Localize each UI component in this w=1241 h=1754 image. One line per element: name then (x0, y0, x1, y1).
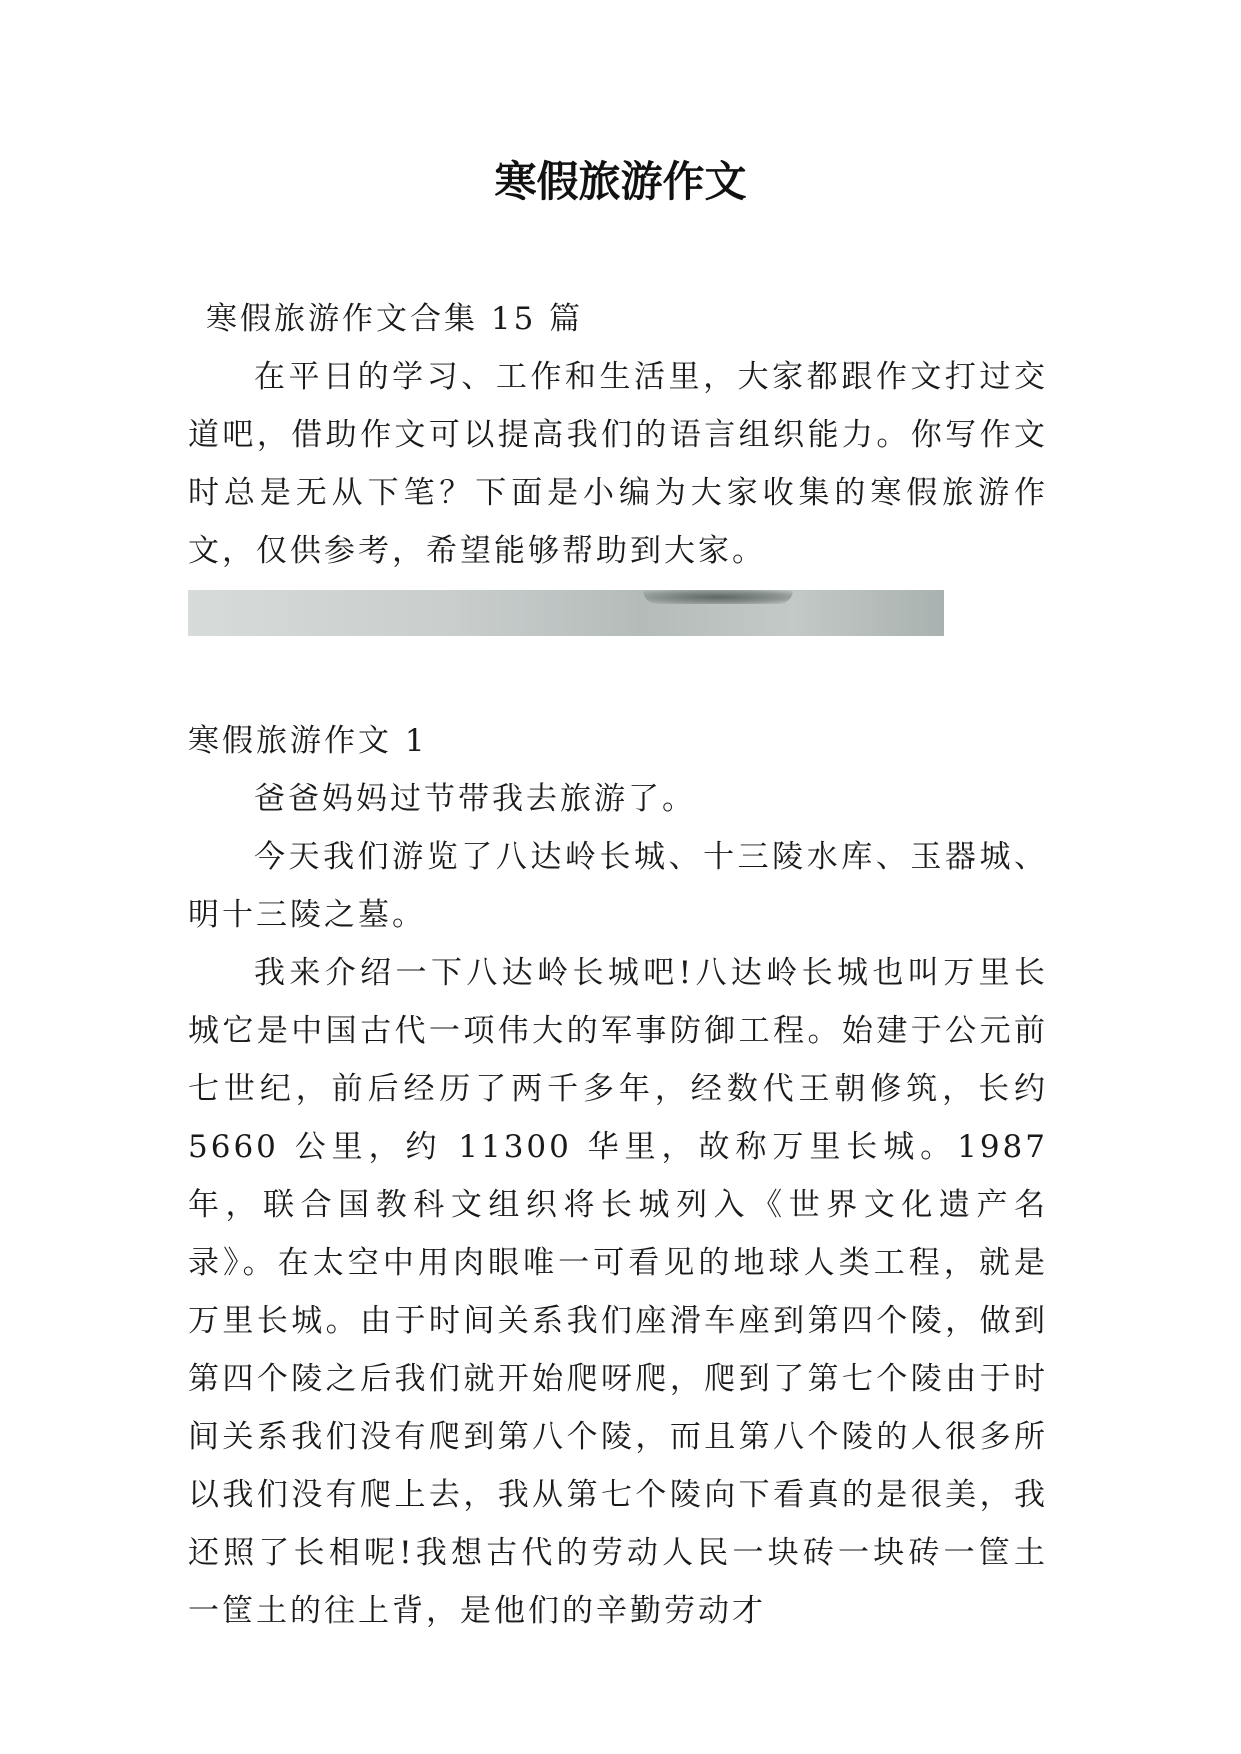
banner-image (188, 590, 944, 636)
banner-image-detail (643, 590, 793, 604)
document-subtitle: 寒假旅游作文合集 15 篇 (206, 301, 584, 337)
body-paragraph: 爸爸妈妈过节带我去旅游了。 (254, 781, 696, 817)
body-paragraph: 我来介绍一下八达岭长城吧!八达岭长城也叫万里长城它是中国古代一项伟大的军事防御工程。始建于公元前七世纪，前后经历了两千多年，经数代王朝修筑，长约 5660 公里，约 11300 华里，故称万里长城。1987 年，联合国教科文组织将长城列入《世界文化遗产名录》。在太空中用肉眼唯一可看见的地球人类工程，就是万里长城。由于时间关系我们座滑车座到第四个陵，做到第四个陵之后我们就开始爬呀爬，爬到了第七个陵由于时间关系我们没有爬到第八个陵，而且第八个陵的人很多所以我们没有爬上去，我从第七个陵向下看真的是很美，我还照了长相呢!我想古代的劳动人民一块砖一块砖一筐土一筐土的往上背，是他们的辛勤劳动才 (188, 955, 1048, 1629)
intro-paragraph: 在平日的学习、工作和生活里，大家都跟作文打过交道吧，借助作文可以提高我们的语言组织能力。你写作文时总是无从下笔？下面是小编为大家收集的寒假旅游作文，仅供参考，希望能够帮助到大家。 (188, 359, 1048, 569)
section-spacer (188, 636, 1048, 712)
page-title: 寒假旅游作文 (494, 157, 747, 206)
body-paragraph: 今天我们游览了八达岭长城、十三陵水库、玉器城、明十三陵之墓。 (188, 839, 1048, 933)
section-heading: 寒假旅游作文 1 (188, 723, 428, 759)
document-body (188, 290, 1048, 1640)
